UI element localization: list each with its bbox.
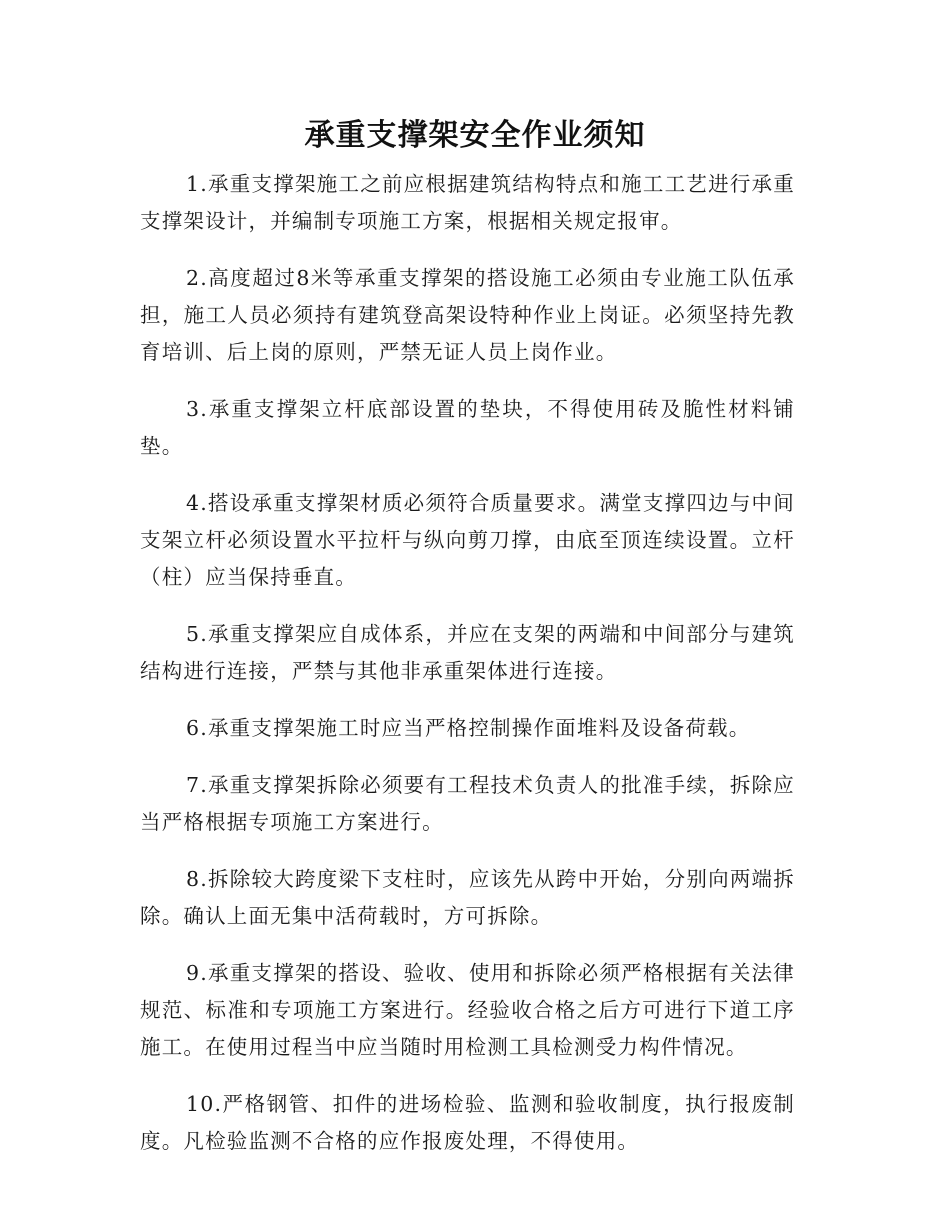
paragraph-8: 8.拆除较大跨度梁下支柱时，应该先从跨中开始，分别向两端拆除。确认上面无集中活荷载时，方可拆除。 bbox=[140, 867, 795, 928]
paragraph-4: 4.搭设承重支撑架材质必须符合质量要求。满堂支撑四边与中间支架立杆必须设置水平拉杆与纵向剪刀撑，由底至顶连续设置。立杆（柱）应当保持垂直。 bbox=[140, 491, 795, 589]
paragraph-10: 10.严格钢管、扣件的进场检验、监测和验收制度，执行报废制度。凡检验监测不合格的应作报废处理，不得使用。 bbox=[140, 1092, 795, 1153]
paragraph-9: 9.承重支撑架的搭设、验收、使用和拆除必须严格根据有关法律规范、标准和专项施工方案进行。经验收合格之后方可进行下道工序施工。在使用过程当中应当随时用检测工具检测受力构件情况。 bbox=[140, 961, 795, 1059]
paragraph-2: 2.高度超过8米等承重支撑架的搭设施工必须由专业施工队伍承担，施工人员必须持有建筑登高架设特种作业上岗证。必须坚持先教育培训、后上岗的原则，严禁无证人员上岗作业。 bbox=[140, 266, 795, 364]
paragraph-6: 6.承重支撑架施工时应当严格控制操作面堆料及设备荷载。 bbox=[186, 716, 751, 740]
paragraph-3: 3.承重支撑架立杆底部设置的垫块，不得使用砖及脆性材料铺垫。 bbox=[140, 397, 795, 458]
document-body bbox=[140, 166, 795, 1180]
paragraph-7: 7.承重支撑架拆除必须要有工程技术负责人的批准手续，拆除应当严格根据专项施工方案进行。 bbox=[140, 773, 795, 834]
document-title: 承重支撑架安全作业须知 bbox=[304, 118, 646, 153]
paragraph-1: 1.承重支撑架施工之前应根据建筑结构特点和施工工艺进行承重支撑架设计，并编制专项施工方案，根据相关规定报审。 bbox=[140, 172, 795, 233]
paragraph-5: 5.承重支撑架应自成体系，并应在支架的两端和中间部分与建筑结构进行连接，严禁与其他非承重架体进行连接。 bbox=[140, 622, 795, 683]
